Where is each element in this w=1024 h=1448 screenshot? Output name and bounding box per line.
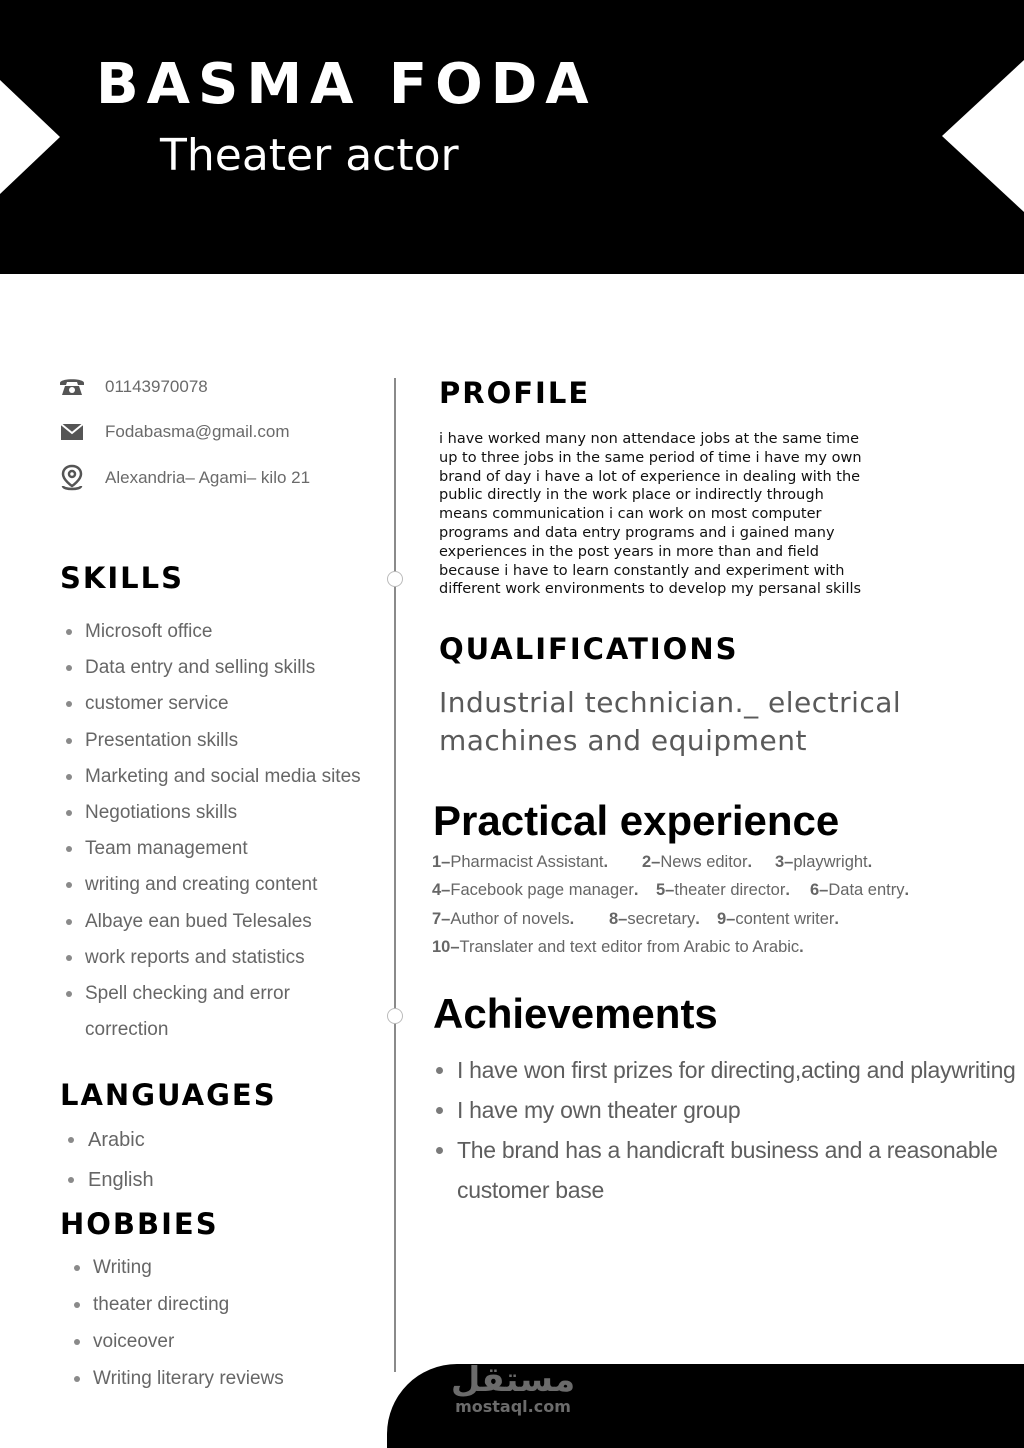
experience-item: 8–secretary. bbox=[609, 910, 700, 928]
qualifications-title: QUALIFICATIONS bbox=[439, 632, 739, 666]
phone-number: 01143970078 bbox=[105, 377, 208, 396]
achievements-list bbox=[436, 1050, 1016, 1210]
list-item: voiceover bbox=[74, 1324, 284, 1361]
email-address[interactable]: Fodabasma@gmail.com bbox=[105, 422, 290, 441]
list-item: theater directing bbox=[74, 1287, 284, 1324]
list-item: customer service bbox=[66, 686, 361, 722]
list-item: Arabic bbox=[66, 1120, 154, 1160]
list-item: Negotiations skills bbox=[66, 795, 361, 831]
list-item: English bbox=[66, 1160, 154, 1200]
list-item: Writing bbox=[74, 1250, 284, 1287]
contact-phone bbox=[58, 373, 208, 401]
experience-item: 6–Data entry. bbox=[810, 881, 910, 899]
experience-item: 9–content writer. bbox=[717, 910, 839, 928]
watermark-latin: mostaql.com bbox=[455, 1397, 571, 1416]
experience-line bbox=[432, 936, 804, 958]
profile-text: i have worked many non attendace jobs at the same time up to three jobs in the same period of time i have my own brand of day i have a lot of experience in dealing with the public directly in the work place or indirectly through means communication i can work on most computer programs and data entry programs and i gained many experiences in the post years in more than and field because i have to learn constantly and experiment with different work environments to develop my persanal skills bbox=[439, 431, 862, 598]
experience-item: 10–Translater and text editor from Arabic to Arabic. bbox=[432, 938, 804, 956]
header-notch-right bbox=[942, 60, 1024, 212]
list-item: The brand has a handicraft business and a reasonable customer base bbox=[436, 1130, 1016, 1210]
divider-dot bbox=[387, 1008, 403, 1024]
contact-email bbox=[58, 418, 290, 446]
list-item: Marketing and social media sites bbox=[66, 759, 361, 795]
candidate-role: Theater actor bbox=[160, 130, 459, 181]
candidate-name: BASMA FODA bbox=[96, 52, 597, 117]
experience-item: 4–Facebook page manager. bbox=[432, 881, 639, 899]
experience-line bbox=[432, 879, 909, 901]
list-item: writing and creating content bbox=[66, 867, 361, 903]
hobbies-title: HOBBIES bbox=[60, 1207, 219, 1241]
hobbies-list bbox=[74, 1250, 284, 1398]
list-item: I have my own theater group bbox=[436, 1090, 1016, 1130]
experience-item: 2–News editor. bbox=[642, 853, 753, 871]
experience-item: 1–Pharmacist Assistant. bbox=[432, 853, 609, 871]
skills-list bbox=[66, 614, 361, 1048]
list-item: work reports and statistics bbox=[66, 940, 361, 976]
address: Alexandria– Agami– kilo 21 bbox=[105, 468, 311, 487]
languages-list bbox=[66, 1120, 154, 1200]
skills-title: SKILLS bbox=[60, 561, 184, 595]
list-item: Data entry and selling skills bbox=[66, 650, 361, 686]
watermark-logo bbox=[450, 1360, 576, 1420]
contact-address bbox=[58, 464, 310, 492]
list-item: Albaye ean bued Telesales bbox=[66, 904, 361, 940]
list-item: I have won first prizes for directing,acting and playwriting bbox=[436, 1050, 1016, 1090]
experience-item: 7–Author of novels. bbox=[432, 910, 575, 928]
qualifications-text: Industrial technician._ electrical machines and equipment bbox=[439, 686, 902, 757]
location-pin-icon bbox=[58, 464, 86, 492]
list-item: Presentation skills bbox=[66, 723, 361, 759]
list-item: Spell checking and error bbox=[66, 976, 361, 1012]
list-item: Writing literary reviews bbox=[74, 1361, 284, 1398]
column-divider bbox=[394, 378, 396, 1372]
list-item-continuation: correction bbox=[85, 1019, 169, 1041]
header-banner bbox=[0, 0, 1024, 274]
divider-dot bbox=[387, 571, 403, 587]
phone-icon bbox=[58, 373, 86, 401]
experience-title: Practical experience bbox=[433, 797, 840, 844]
experience-line bbox=[432, 908, 839, 930]
achievements-title: Achievements bbox=[433, 990, 718, 1037]
experience-item: 5–theater director. bbox=[656, 881, 790, 899]
experience-item: 3–playwright. bbox=[775, 853, 873, 871]
profile-title: PROFILE bbox=[439, 376, 591, 410]
mail-icon bbox=[58, 418, 86, 446]
list-item: Microsoft office bbox=[66, 614, 361, 650]
list-item: Team management bbox=[66, 831, 361, 867]
experience-line bbox=[432, 851, 872, 873]
header-notch-left bbox=[0, 80, 60, 194]
watermark-arabic: مستقل bbox=[450, 1360, 576, 1400]
languages-title: LANGUAGES bbox=[60, 1078, 277, 1112]
